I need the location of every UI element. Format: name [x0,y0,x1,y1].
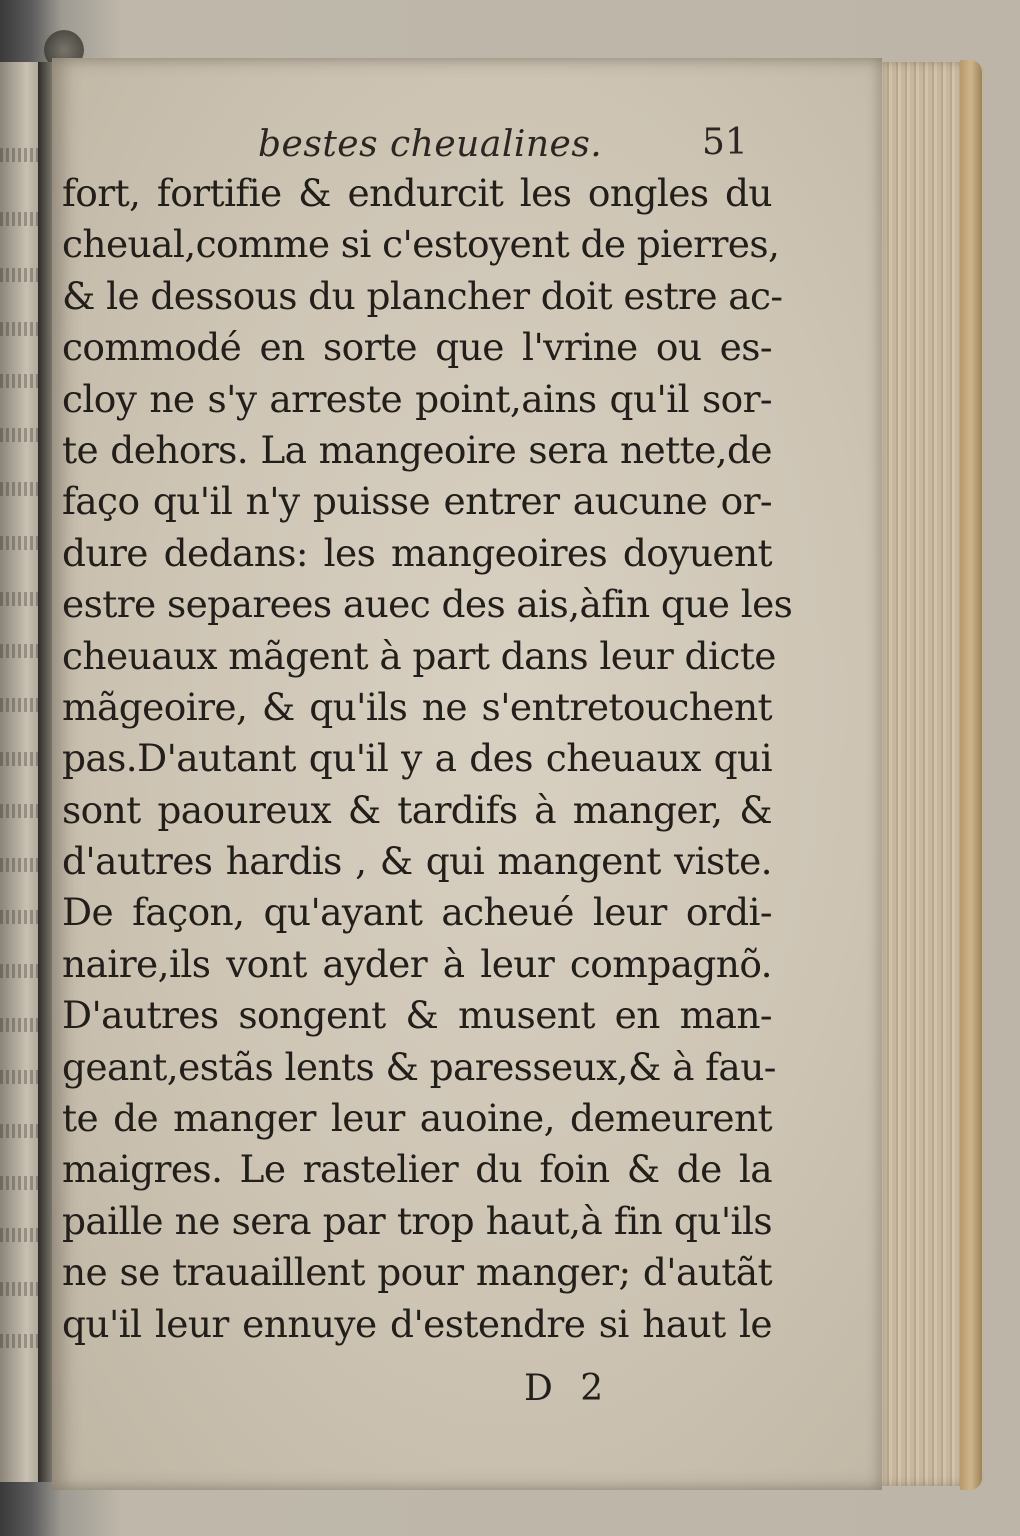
text-line: mãgeoire, & qu'ils ne s'entretouchent [62,684,772,729]
page-footer [62,1368,772,1424]
text-line: te dehors. La mangeoire sera nette,de [62,427,772,472]
page-number: 51 [702,122,748,163]
text-line: sont paoureux & tardifs à manger, & [62,787,772,832]
text-line: maigres. Le rastelier du foin & de la [62,1147,772,1192]
body-text [62,168,793,1350]
text-line: ne se trauaillent pour manger; d'autãt [62,1250,772,1295]
text-line: cheuaux mãgent à part dans leur dicte [62,633,776,678]
text-line: pas.D'autant qu'il y a des cheuaux qui [62,736,772,781]
text-line: qu'il leur ennuye d'estendre si haut le [62,1301,772,1346]
text-line: De façon, qu'ayant acheué leur ordi- [62,890,772,935]
text-line: cloy ne s'y arreste point,ains qu'il sor- [62,376,772,421]
printer-signature: D 2 [524,1368,612,1409]
running-head: bestes cheualines. [258,124,603,165]
text-line: commodé en sorte que l'vrine ou es- [62,325,772,370]
text-line: d'autres hardis , & qui mangent viste. [62,839,772,884]
text-line: paille ne sera par trop haut,à fin qu'ils [62,1198,772,1243]
text-line: dure dedans: les mangeoires doyuent [62,530,772,575]
text-line: faço qu'il n'y puisse entrer aucune or- [62,479,772,524]
text-line: cheual,comme si c'estoyent de pierres, [62,222,780,267]
text-line: geant,estãs lents & paresseux,& à fau- [62,1044,776,1089]
text-line: & le dessous du plancher doit estre ac- [62,273,783,318]
book-cover-edge [960,60,982,1490]
text-line: D'autres songent & musent en man- [62,993,772,1038]
text-line: fort, fortifie & endurcit les ongles du [62,171,772,215]
text-line: estre separees auec des ais,àfin que les [62,582,793,627]
text-line: naire,ils vont ayder à leur compagnõ. [62,941,772,986]
text-line: te de manger leur auoine, demeurent [62,1096,772,1141]
